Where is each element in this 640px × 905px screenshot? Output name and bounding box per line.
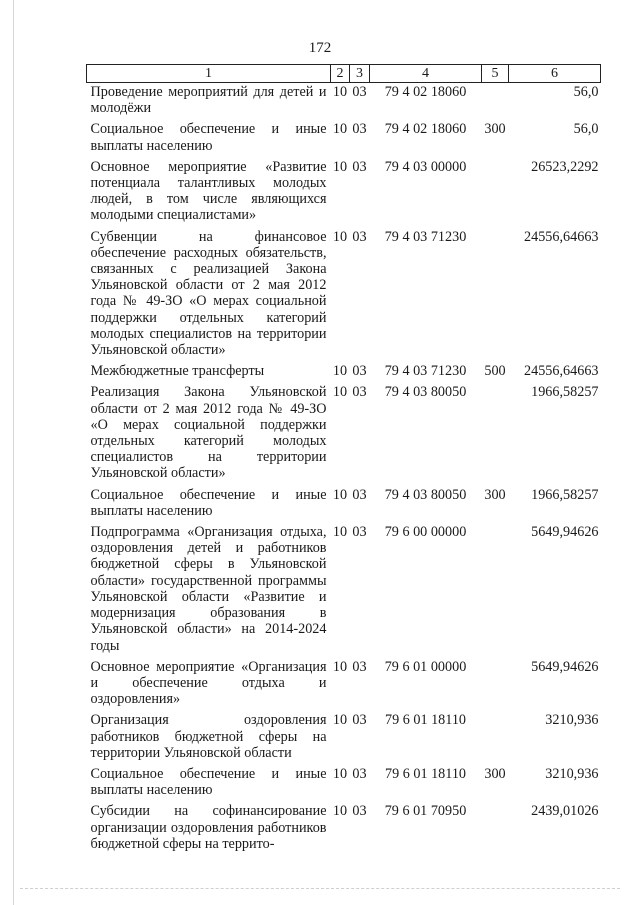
row-name: Основное мероприятие «Организация и обеспечение отдыха и оздоровления» <box>90 658 327 708</box>
row-target-article: 79 4 03 80050 <box>384 486 467 503</box>
row-target-article: 79 4 03 80050 <box>384 384 467 401</box>
row-expense-type <box>482 158 509 228</box>
row-expense-type <box>482 383 509 485</box>
row-amount: 24556,64663 <box>524 228 599 245</box>
row-section: 10 <box>332 363 348 380</box>
table-row <box>87 711 601 765</box>
row-target-article: 79 4 03 71230 <box>384 363 467 380</box>
row-subsection: 03 <box>352 384 367 401</box>
table-row <box>87 383 601 485</box>
row-expense-type: 300 <box>484 765 506 782</box>
row-amount: 56,0 <box>573 84 599 100</box>
row-name: Подпрограмма «Организация отдыха, оздоровления детей и работников бюджетной сферы в Ульяновской области» государственной программы Ульяновской области «Развитие и модернизация образования в Ульяновской области» на 2014-2024 годы <box>90 524 327 654</box>
row-subsection: 03 <box>352 121 367 138</box>
header-col-amount: 6 <box>509 65 601 83</box>
row-name: Реализация Закона Ульяновской области от 2 мая 2012 года № 49-ЗО «О мерах социальной поддержки отдельных категорий молодых специалистов на территории Ульяновской области» <box>90 384 327 482</box>
row-target-article: 79 4 02 18060 <box>384 84 467 100</box>
row-section: 10 <box>332 84 348 100</box>
row-name: Межбюджетные трансферты <box>90 363 265 380</box>
row-expense-type: 300 <box>484 121 506 138</box>
header-col-target-article: 4 <box>370 65 482 83</box>
row-subsection: 03 <box>352 228 367 245</box>
row-amount: 2439,01026 <box>531 803 599 820</box>
row-expense-type <box>482 523 509 658</box>
row-subsection: 03 <box>352 524 367 541</box>
row-amount: 3210,936 <box>545 765 599 782</box>
row-section: 10 <box>332 384 348 401</box>
table-row <box>87 228 601 363</box>
row-amount: 1966,58257 <box>531 486 599 503</box>
row-name: Проведение мероприятий для детей и молодёжи <box>90 84 327 117</box>
row-subsection: 03 <box>352 84 367 100</box>
row-target-article: 79 4 03 00000 <box>384 158 467 175</box>
row-subsection: 03 <box>352 712 367 729</box>
row-expense-type <box>482 658 509 712</box>
table-row <box>87 523 601 658</box>
row-amount: 56,0 <box>573 121 599 138</box>
scan-margin-line <box>13 0 14 905</box>
row-amount: 5649,94626 <box>531 524 599 541</box>
row-section: 10 <box>332 765 348 782</box>
row-amount: 24556,64663 <box>524 363 599 380</box>
row-expense-type <box>482 83 509 121</box>
row-subsection: 03 <box>352 658 367 675</box>
row-target-article: 79 6 01 18110 <box>384 712 467 729</box>
row-name: Субсидии на софинансирование организации оздоровления работников бюджетной сферы на террито- <box>90 803 327 852</box>
row-section: 10 <box>332 158 348 175</box>
table-row <box>87 83 601 121</box>
table-body <box>87 83 601 856</box>
row-expense-type <box>482 711 509 765</box>
table-row <box>87 802 601 856</box>
page-number: 172 <box>308 40 332 56</box>
row-section: 10 <box>332 524 348 541</box>
scan-bottom-edge <box>20 888 620 890</box>
table-row <box>87 658 601 712</box>
row-name: Социальное обеспечение и иные выплаты населению <box>90 486 327 519</box>
row-section: 10 <box>332 121 348 138</box>
row-subsection: 03 <box>352 363 367 380</box>
budget-table <box>86 64 601 856</box>
row-subsection: 03 <box>352 486 367 503</box>
row-target-article: 79 4 02 18060 <box>384 121 467 138</box>
header-col-name: 1 <box>87 65 331 83</box>
table-header <box>87 65 601 83</box>
row-expense-type <box>482 228 509 363</box>
row-section: 10 <box>332 486 348 503</box>
row-expense-type: 300 <box>484 486 506 503</box>
table-row <box>87 362 601 383</box>
header-col-subsection: 3 <box>350 65 370 83</box>
row-subsection: 03 <box>352 765 367 782</box>
row-target-article: 79 4 03 71230 <box>384 228 467 245</box>
row-expense-type: 500 <box>484 363 506 380</box>
header-col-section: 2 <box>331 65 350 83</box>
row-amount: 3210,936 <box>545 712 599 729</box>
row-section: 10 <box>332 228 348 245</box>
row-name: Организация оздоровления работников бюджетной сферы на территории Ульяновской области <box>90 712 327 761</box>
row-target-article: 79 6 01 70950 <box>384 803 467 820</box>
row-amount: 26523,2292 <box>531 158 599 175</box>
row-amount: 1966,58257 <box>531 384 599 401</box>
row-name: Социальное обеспечение и иные выплаты населению <box>90 121 327 154</box>
row-section: 10 <box>332 803 348 820</box>
row-target-article: 79 6 01 00000 <box>384 658 467 675</box>
row-name: Социальное обеспечение и иные выплаты населению <box>90 765 327 799</box>
row-section: 10 <box>332 658 348 675</box>
table-row <box>87 486 601 523</box>
row-name: Основное мероприятие «Развитие потенциала талантливых молодых людей, в том числе являющихся молодыми специалистами» <box>90 158 327 224</box>
row-target-article: 79 6 00 00000 <box>384 524 467 541</box>
row-subsection: 03 <box>352 803 367 820</box>
row-expense-type <box>482 802 509 856</box>
row-amount: 5649,94626 <box>531 658 599 675</box>
row-name: Субвенции на финансовое обеспечение расходных обязательств, связанных с реализацией Закона Ульяновской области от 2 мая 2012 года № 49-ЗО «О мерах социальной поддержки отдельных категорий молодых специалистов на территории Ульяновской области» <box>90 228 327 359</box>
row-subsection: 03 <box>352 158 367 175</box>
header-col-expense-type: 5 <box>482 65 509 83</box>
row-section: 10 <box>332 712 348 729</box>
row-target-article: 79 6 01 18110 <box>384 765 467 782</box>
table-row <box>87 765 601 802</box>
table-row <box>87 158 601 228</box>
table-row <box>87 120 601 157</box>
